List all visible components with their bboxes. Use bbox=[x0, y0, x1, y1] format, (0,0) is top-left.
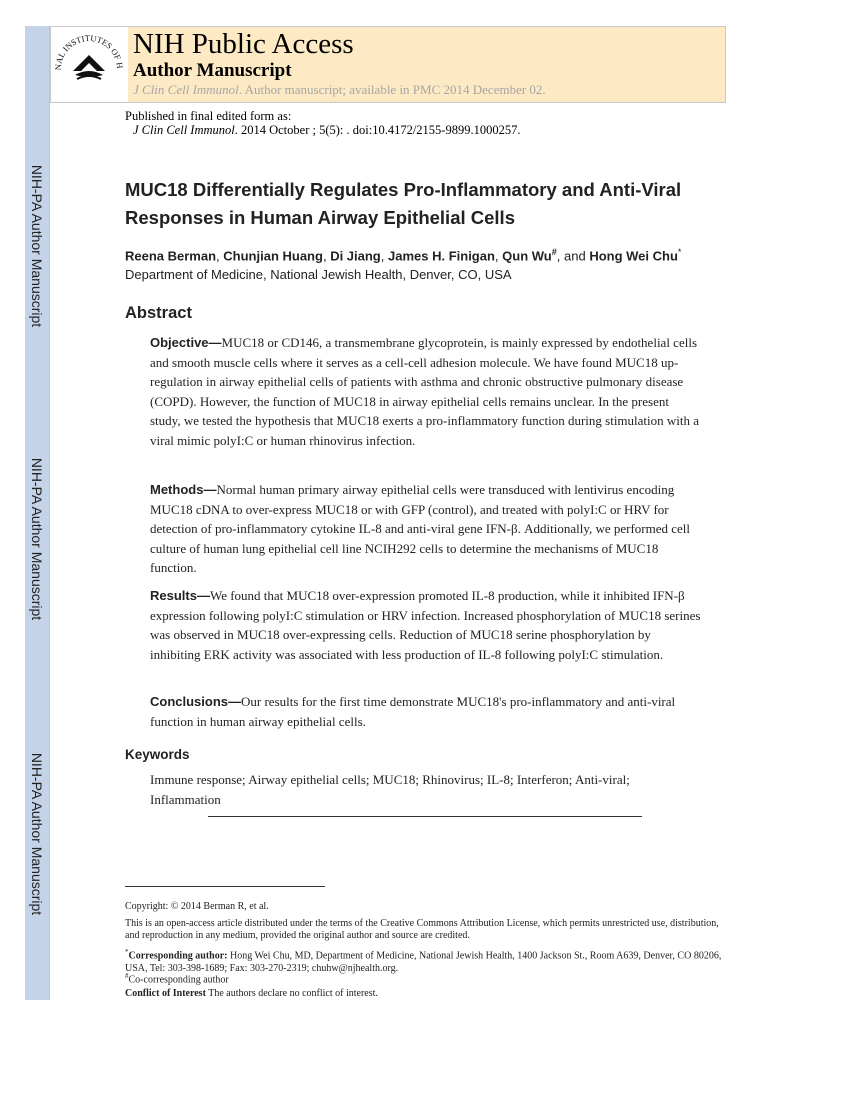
license-note: This is an open-access article distributed under the terms of the Creative Commons Attribution License, which permits unrestricted use, distribution, and reproduction in any medium, provided the original author and source are credited. bbox=[125, 918, 719, 942]
keywords-text: Immune response; Airway epithelial cells; MUC18; Rhinovirus; IL-8; Interferon; Anti-viral; Inflammation bbox=[150, 772, 630, 807]
abstract-heading: Abstract bbox=[125, 304, 192, 322]
published-label: Published in final edited form as: bbox=[125, 109, 292, 123]
abstract-methods: Methods—Normal human primary airway epithelial cells were transduced with lentivirus encoding MUC18 cDNA to over-express MUC18 or with GFP (control), and treated with polyI:C or HRV for detection of pro-inflammatory cytokine IL-8 and anti-viral gene IFN-β. Additionally, we performed cell culture of human lung epithelial cell line NCIH292 cells to determine the mechanisms of MUC18 function. bbox=[150, 482, 691, 576]
side-banner bbox=[25, 26, 50, 1000]
corresponding-author-note: *Corresponding author: Hong Wei Chu, MD, Department of Medicine, National Jewish Health, 1400 Jackson St., Room A639, Denver, CO 80206, USA, Tel: 303-398-1689; Fax: 303-270-2319; chuhw@njhealth.org. bbox=[125, 948, 722, 974]
side-label-1: NIH-PA Author Manuscript bbox=[29, 164, 45, 328]
side-label-2: NIH-PA Author Manuscript bbox=[29, 457, 45, 621]
availability-line: J Clin Cell Immunol. Author manuscript; available in PMC 2014 December 02. bbox=[133, 82, 546, 97]
side-label-3: NIH-PA Author Manuscript bbox=[29, 752, 45, 916]
author-manuscript-label: Author Manuscript bbox=[133, 60, 292, 81]
abstract-results: Results—We found that MUC18 over-expression promoted IL-8 production, while it inhibited IFN-β expression following polyI:C stimulation or HRV infection. Increased phosphorylation of MUC18 serines was observed in MUC18 over-expressing cells. Reduction of MUC18 serine phosphorylation by inhibiting ERK activity was associated with less production of IL-8 following polyI:C stimulation. bbox=[150, 588, 701, 662]
nih-logo bbox=[51, 27, 127, 102]
section-divider bbox=[208, 816, 642, 817]
abstract-objective: Objective—MUC18 or CD146, a transmembrane glycoprotein, is mainly expressed by endothelial cells and smooth muscle cells where it serves as a cell-cell adhesion molecule. We have found MUC18 up-regulation in airway epithelial cells of patients with asthma and chronic obstructive pulmonary disease (COPD). However, the function of MUC18 in airway epithelial cells remains unclear. In the present study, we tested the hypothesis that MUC18 exerts a pro-inflammatory function during stimulation with a viral mimic polyI:C or human rhinovirus infection. bbox=[150, 335, 700, 448]
hhs-eagle-icon bbox=[73, 55, 105, 79]
footnote-divider bbox=[125, 886, 325, 887]
keywords-heading: Keywords bbox=[125, 747, 190, 762]
abstract-conclusions: Conclusions—Our results for the first time demonstrate MUC18's pro-inflammatory and anti-viral function in human airway epithelial cells. bbox=[150, 694, 676, 729]
article-title: MUC18 Differentially Regulates Pro-Inflammatory and Anti-Viral Responses in Human Airway Epithelial Cells bbox=[125, 179, 682, 228]
nih-header bbox=[50, 26, 726, 103]
co-corresponding-note: #Co-corresponding author bbox=[125, 972, 229, 986]
author-list: Reena Berman, Chunjian Huang, Di Jiang, James H. Finigan, Qun Wu#, and Hong Wei Chu* bbox=[125, 247, 682, 264]
header-title-panel bbox=[128, 27, 725, 102]
logo-text: NAL INSTITUTES OF H bbox=[52, 32, 126, 71]
conflict-of-interest-note: Conflict of Interest The authors declare no conflict of interest. bbox=[125, 988, 378, 999]
affiliation: Department of Medicine, National Jewish Health, Denver, CO, USA bbox=[125, 267, 512, 282]
nih-public-access-title: NIH Public Access bbox=[133, 28, 354, 60]
copyright-note: Copyright: © 2014 Berman R, et al. bbox=[125, 901, 269, 912]
citation-line: J Clin Cell Immunol. 2014 October ; 5(5): . doi:10.4172/2155-9899.1000257. bbox=[133, 123, 521, 137]
